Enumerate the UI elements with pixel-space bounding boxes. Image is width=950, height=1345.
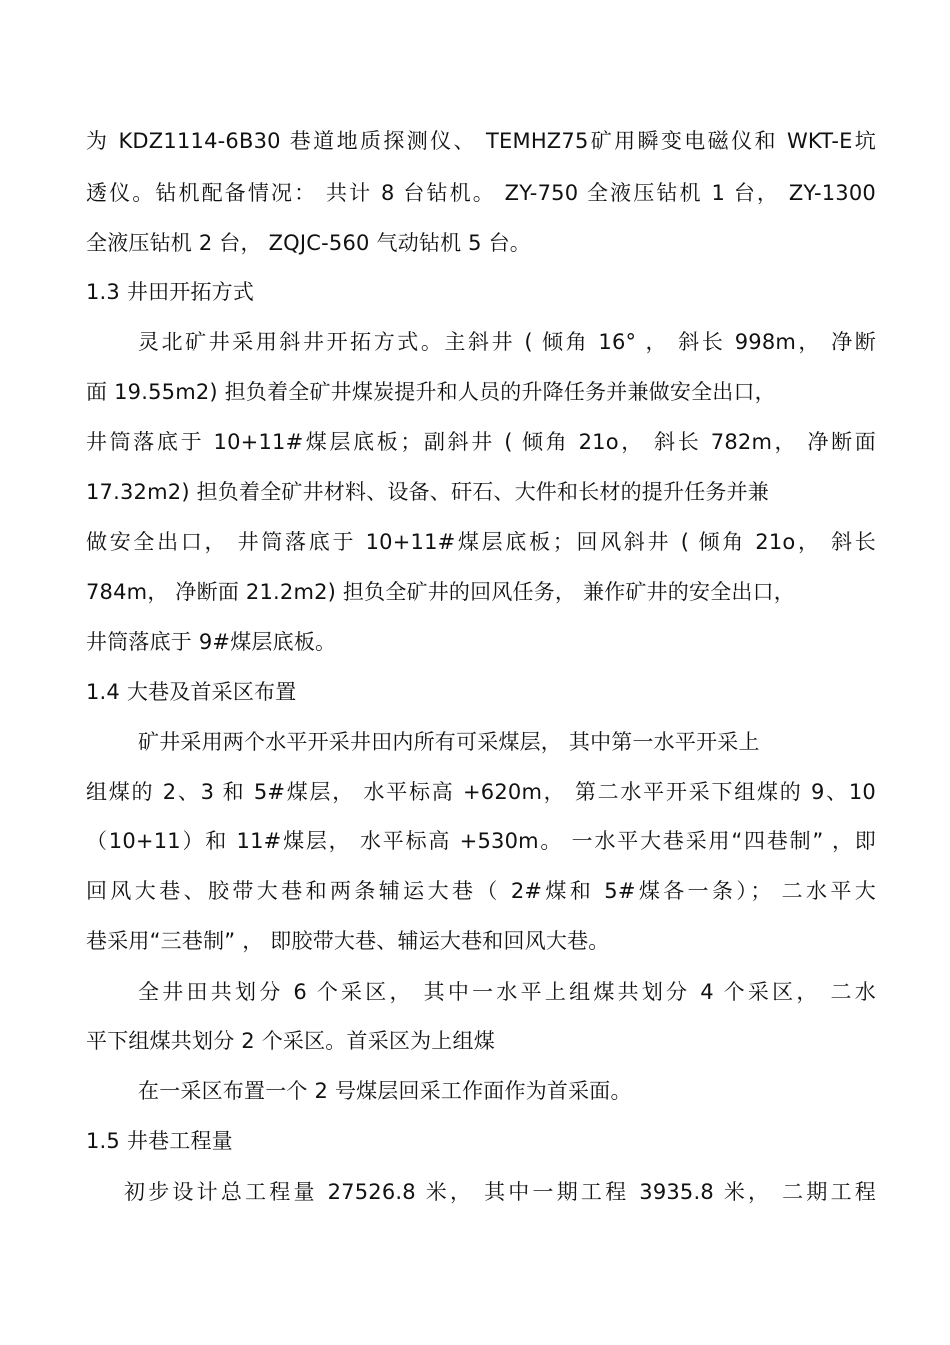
paragraph-line: 回风大巷、胶带大巷和两条辅运大巷（ 2#煤和 5#煤各一条）； 二水平大 xyxy=(86,879,876,903)
paragraph-line: （10+11）和 11#煤层， 水平标高 +530m。 一水平大巷采用“四巷制” ，即 xyxy=(86,829,876,853)
paragraph-line: 面 19.55m2) 担负着全矿井煤炭提升和人员的升降任务并兼做安全出口， xyxy=(86,380,776,404)
section-heading: 1.3 井田开拓方式 xyxy=(86,280,255,304)
paragraph-line: 透仪。钻机配备情况： 共计 8 台钻机。 ZY-750 全液压钻机 1 台， ZY-1300 xyxy=(86,181,876,205)
section-heading: 1.4 大巷及首采区布置 xyxy=(86,680,297,704)
paragraph-line: 全液压钻机 2 台， ZQJC-560 气动钻机 5 台。 xyxy=(86,231,532,255)
paragraph-line: 为 KDZ1114-6B30 巷道地质探测仪、 TEMHZ75矿用瞬变电磁仪和 WKT-E坑 xyxy=(86,129,876,153)
section-heading: 1.5 井巷工程量 xyxy=(86,1129,233,1153)
paragraph-line: 矿井采用两个水平开采井田内所有可采煤层， 其中第一水平开采上 xyxy=(138,730,760,754)
paragraph-line: 井筒落底于 9#煤层底板。 xyxy=(86,630,337,654)
paragraph-line: 全井田共划分 6 个采区， 其中一水平上组煤共划分 4 个采区， 二水 xyxy=(138,980,876,1004)
paragraph-line: 组煤的 2、3 和 5#煤层， 水平标高 +620m， 第二水平开采下组煤的 9、10 xyxy=(86,780,876,804)
paragraph-line: 在一采区布置一个 2 号煤层回采工作面作为首采面。 xyxy=(138,1079,632,1103)
paragraph-line: 784m， 净断面 21.2m2) 担负全矿井的回风任务， 兼作矿井的安全出口， xyxy=(86,580,796,604)
paragraph-line: 平下组煤共划分 2 个采区。首采区为上组煤 xyxy=(86,1029,495,1053)
paragraph-line: 做安全出口， 井筒落底于 10+11#煤层底板；回风斜井 ( 倾角 21o， 斜长 xyxy=(86,530,876,554)
paragraph-line: 巷采用“三巷制” ， 即胶带大巷、辅运大巷和回风大巷。 xyxy=(86,929,610,953)
paragraph-line: 初步设计总工程量 27526.8 米， 其中一期工程 3935.8 米， 二期工程 xyxy=(124,1180,876,1204)
paragraph-line: 17.32m2) 担负着全矿井材料、设备、矸石、大件和长材的提升任务并兼 xyxy=(86,480,770,504)
paragraph-line: 灵北矿井采用斜井开拓方式。主斜井 ( 倾角 16° ， 斜长 998m， 净断 xyxy=(138,330,876,354)
paragraph-line: 井筒落底于 10+11#煤层底板；副斜井 ( 倾角 21o， 斜长 782m， 净断面 xyxy=(86,430,876,454)
